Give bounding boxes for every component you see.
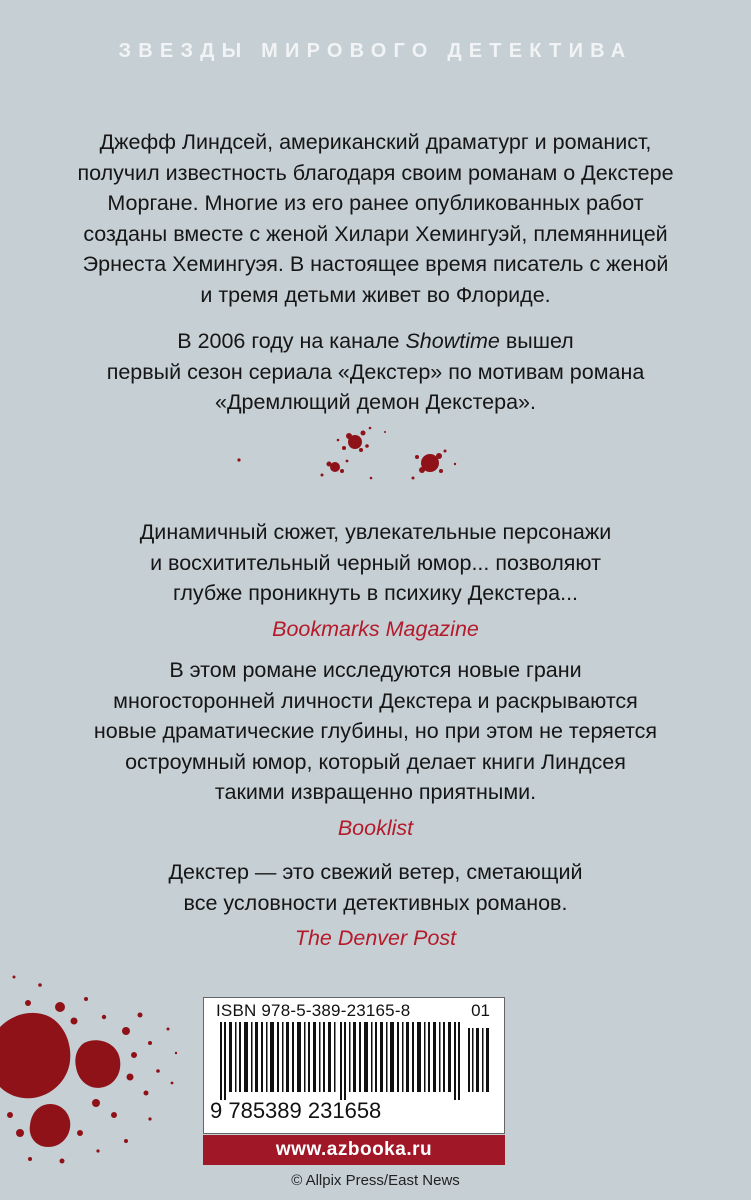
review-bookmarks bbox=[60, 517, 691, 644]
channel-name: Showtime bbox=[405, 329, 500, 353]
tv-line-1-end: вышел bbox=[499, 329, 574, 353]
review-source: Bookmarks Magazine bbox=[272, 616, 479, 641]
review-line: такими извращенно приятными. bbox=[214, 780, 537, 804]
review-line: глубже проникнуть в психику Декстера... bbox=[172, 581, 579, 605]
review-line: Декстер — это свежий ветер, сметающий bbox=[168, 860, 583, 884]
tv-line-1 bbox=[60, 326, 691, 357]
barcode-bars bbox=[216, 1022, 492, 1100]
review-denver-post bbox=[60, 857, 691, 954]
tv-line-2: первый сезон сериала «Декстер» по мотивам романа bbox=[106, 359, 645, 384]
review-line: все условности детективных романов. bbox=[183, 890, 568, 915]
review-source: Booklist bbox=[337, 815, 414, 840]
isbn-label: ISBN 978-5-389-23165-8 bbox=[216, 1001, 411, 1020]
isbn-addon: 01 bbox=[471, 1001, 490, 1020]
bio-line: Джефф Линдсей, американский драматург и романист, bbox=[99, 130, 652, 154]
bio-line: и тремя детьми живет во Флориде. bbox=[200, 282, 551, 307]
series-title: ЗВЕЗДЫ МИРОВОГО ДЕТЕКТИВА bbox=[118, 40, 633, 62]
review-line: многосторонней личности Декстера и раскрываются bbox=[113, 688, 638, 713]
bio-line: получил известность благодаря своим романам о Декстере bbox=[77, 160, 674, 185]
bio-line: Эрнеста Хемингуэя. В настоящее время писатель с женой bbox=[82, 252, 669, 276]
blood-splatter-large bbox=[0, 955, 200, 1175]
barcode bbox=[203, 997, 505, 1134]
bio-line: Моргане. Многие из его ранее опубликованных работ bbox=[107, 191, 644, 215]
review-line: и восхитительный черный юмор... позволяют bbox=[150, 550, 601, 575]
bio-line: созданы вместе с женой Хилари Хемингуэй, племянницей bbox=[83, 221, 668, 246]
review-line: остроумный юмор, который делает книги Линдсея bbox=[125, 749, 626, 774]
blood-splatter-small bbox=[225, 420, 485, 500]
author-bio bbox=[60, 127, 691, 310]
review-line: В этом романе исследуются новые грани bbox=[169, 658, 582, 682]
tv-line-1-start: В 2006 году на канале bbox=[177, 329, 406, 353]
review-line: Динамичный сюжет, увлекательные персонажи bbox=[139, 520, 612, 544]
review-booklist bbox=[60, 655, 691, 843]
photo-credit: © Allpix Press/East News bbox=[291, 1172, 460, 1189]
publisher-website[interactable]: www.azbooka.ru bbox=[203, 1135, 505, 1165]
tv-line-3: «Дремлющий демон Декстера». bbox=[215, 390, 536, 414]
tv-series-note bbox=[60, 326, 691, 418]
review-line: новые драматические глубины, но при этом не теряется bbox=[93, 719, 658, 743]
barcode-digits: 9 785389 231658 bbox=[210, 1098, 382, 1123]
review-source: The Denver Post bbox=[294, 926, 457, 950]
